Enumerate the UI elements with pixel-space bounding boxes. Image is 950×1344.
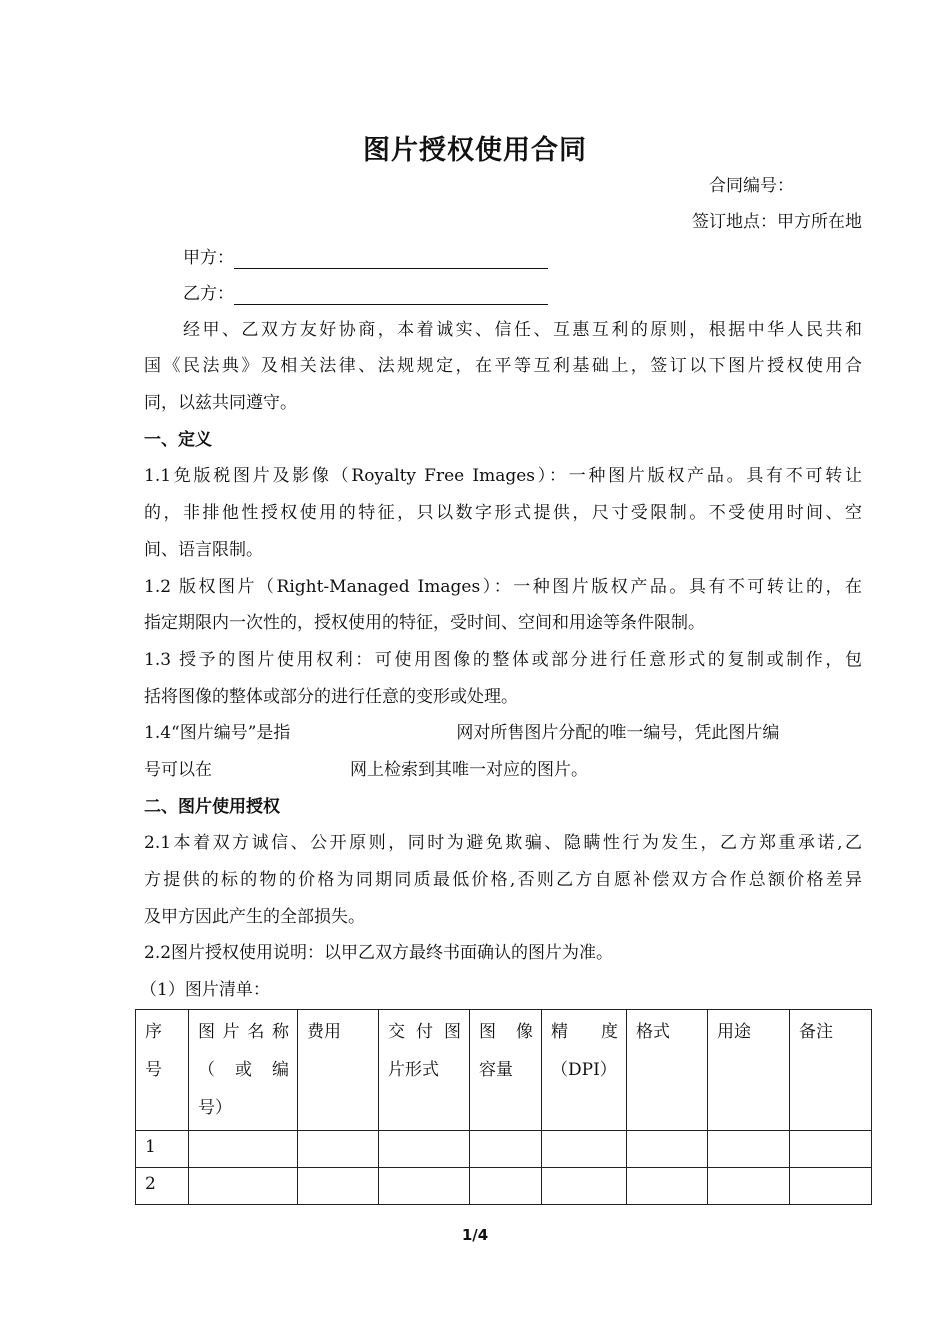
clause-1-4-part-d: 网上检索到其唯一对应的图片。 xyxy=(350,760,588,780)
table-cell[interactable] xyxy=(542,1168,627,1205)
intro-line-2: 国《民法典》及相关法律、法规规定，在平等互利基础上，签订以下图片授权使用合 xyxy=(144,356,862,376)
header-image-name: 图片名称 （ 或 编 号） xyxy=(189,1010,298,1131)
section-1-heading: 一、定义 xyxy=(144,430,212,450)
table-cell[interactable] xyxy=(542,1131,627,1168)
table-cell[interactable] xyxy=(627,1131,708,1168)
clause-1-1-line-2: 的，非排他性授权使用的特征，只以数字形式提供，尺寸受限制。不受使用时间、空 xyxy=(144,503,862,523)
clause-1-1-line-3: 间、语言限制。 xyxy=(144,540,263,560)
section-2-heading: 二、图片使用授权 xyxy=(144,797,280,817)
clause-1-4-line-1 xyxy=(144,722,862,744)
table-cell[interactable] xyxy=(379,1131,470,1168)
image-list-label: （1）图片清单： xyxy=(140,980,270,1000)
contract-number-label: 合同编号： xyxy=(709,176,794,196)
header-remarks: 备注 xyxy=(790,1010,872,1131)
party-b-blank[interactable] xyxy=(234,284,548,305)
table-cell[interactable] xyxy=(298,1131,379,1168)
clause-1-1-line-1: 1.1免版税图片及影像（Royalty Free Images）：一种图片版权产品。具有不可转让 xyxy=(144,466,862,486)
party-a-label: 甲方： xyxy=(183,248,234,268)
table-cell[interactable] xyxy=(627,1168,708,1205)
table-cell[interactable] xyxy=(470,1168,542,1205)
table-row xyxy=(136,1168,872,1205)
header-seq: 序 号 xyxy=(136,1010,189,1131)
party-b-line xyxy=(183,283,901,305)
clause-1-4-part-c: 号可以在 xyxy=(144,760,212,780)
party-a-blank[interactable] xyxy=(234,248,548,269)
row-seq: 1 xyxy=(136,1131,189,1168)
table-cell[interactable] xyxy=(708,1168,790,1205)
clause-1-4-line-2 xyxy=(144,759,862,781)
table-row xyxy=(136,1131,872,1168)
document-title: 图片授权使用合同 xyxy=(363,135,587,166)
page-number: 1/4 xyxy=(461,1226,489,1244)
clause-1-3-line-1: 1.3 授予的图片使用权利：可使用图像的整体或部分进行任意形式的复制或制作，包 xyxy=(144,650,862,670)
header-usage: 用途 xyxy=(708,1010,790,1131)
table-header-row xyxy=(136,1010,872,1131)
clause-2-1-line-3: 及甲方因此产生的全部损失。 xyxy=(144,907,365,927)
clause-1-4-part-b: 网对所售图片分配的唯一编号，凭此图片编 xyxy=(456,723,780,743)
party-a-line xyxy=(183,247,901,269)
clause-1-2-line-1: 1.2 版权图片（Right-Managed Images）：一种图片版权产品。具有不可转让的，在 xyxy=(144,577,862,597)
clause-2-1-line-1: 2.1本着双方诚信、公开原则，同时为避免欺骗、隐瞒性行为发生，乙方郑重承诺,乙 xyxy=(144,833,862,853)
clause-1-4-part-a: 1.4“图片编号”是指 xyxy=(144,723,291,743)
clause-2-1-line-2: 方提供的标的物的价格为同期同质最低价格,否则乙方自愿补偿双方合作总额价格差异 xyxy=(144,870,862,890)
party-b-label: 乙方： xyxy=(183,284,234,304)
table-cell[interactable] xyxy=(790,1131,872,1168)
signing-place: 签订地点：甲方所在地 xyxy=(692,212,862,232)
table-cell[interactable] xyxy=(379,1168,470,1205)
clause-1-2-line-2: 指定期限内一次性的，授权使用的特征，受时间、空间和用途等条件限制。 xyxy=(144,613,705,633)
table-cell[interactable] xyxy=(470,1131,542,1168)
image-list-table xyxy=(135,1009,872,1205)
header-format: 格式 xyxy=(627,1010,708,1131)
header-image-size: 图 像 容量 xyxy=(470,1010,542,1131)
row-seq: 2 xyxy=(136,1168,189,1205)
intro-line-3: 同，以兹共同遵守。 xyxy=(144,393,297,413)
table-cell[interactable] xyxy=(298,1168,379,1205)
table-cell[interactable] xyxy=(189,1168,298,1205)
clause-1-3-line-2: 括将图像的整体或部分的进行任意的变形或处理。 xyxy=(144,687,518,707)
table-cell[interactable] xyxy=(790,1168,872,1205)
header-delivery-format: 交付图 片形式 xyxy=(379,1010,470,1131)
table-cell[interactable] xyxy=(708,1131,790,1168)
header-fee: 费用 xyxy=(298,1010,379,1131)
header-dpi: 精 度 （DPI） xyxy=(542,1010,627,1131)
intro-line-1: 经甲、乙双方友好协商，本着诚实、信任、互惠互利的原则，根据中华人民共和 xyxy=(183,320,862,340)
clause-2-2: 2.2图片授权使用说明：以甲乙双方最终书面确认的图片为准。 xyxy=(144,943,614,963)
table-cell[interactable] xyxy=(189,1131,298,1168)
